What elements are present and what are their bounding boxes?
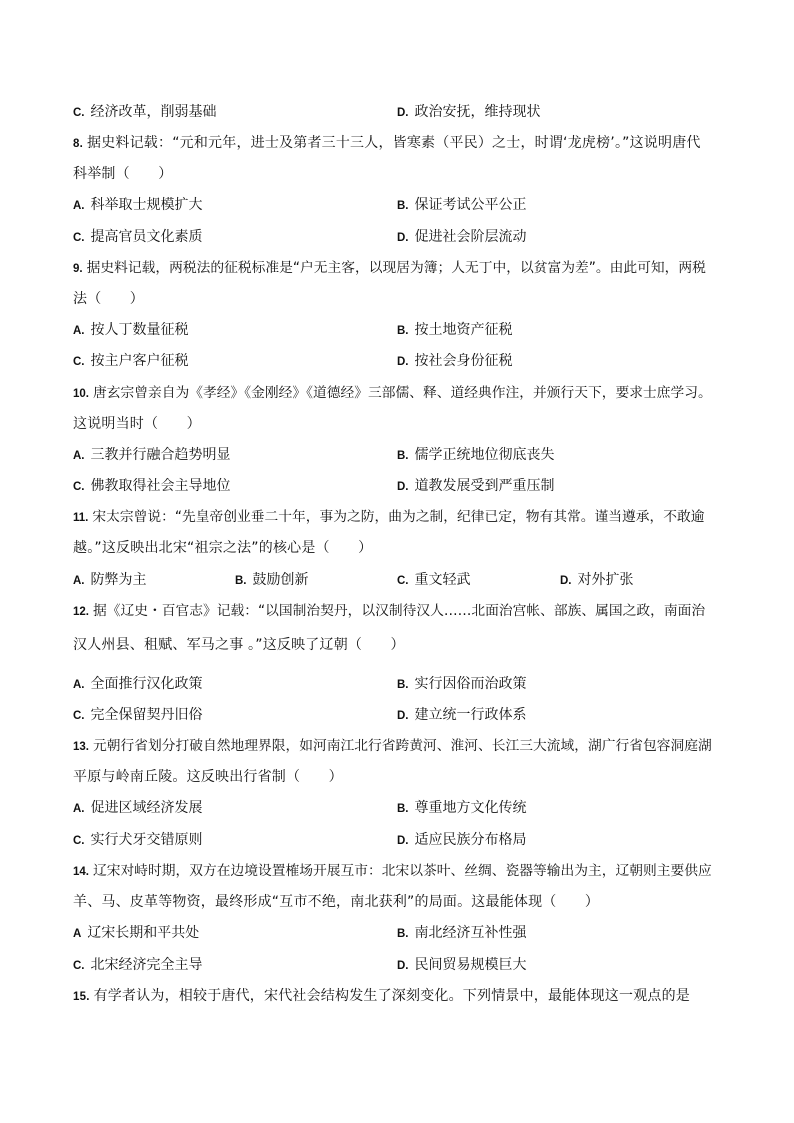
option-text: 民间贸易规模巨大 <box>414 957 527 973</box>
option-text: 鼓励创新 <box>252 572 309 588</box>
q9-option-a <box>73 320 189 340</box>
q10-option-a <box>73 445 231 465</box>
q7-option-d <box>397 102 541 122</box>
option-letter: D. <box>397 960 409 972</box>
option-letter: A. <box>73 450 85 462</box>
q14-option-c <box>73 955 203 975</box>
q12-option-b <box>397 674 527 694</box>
question-text: 这说明当时（ ） <box>73 416 201 432</box>
question-number: 8. <box>73 138 83 150</box>
q9-option-b <box>397 320 513 340</box>
option-text: 保证考试公平公正 <box>414 197 527 213</box>
option-letter: A. <box>73 575 85 587</box>
option-letter: D. <box>560 575 572 587</box>
option-text: 按人丁数量征税 <box>90 322 189 338</box>
q11-option-d <box>560 570 634 590</box>
question-number: 11. <box>73 512 89 524</box>
question-text: 羊、马、皮革等物资，最终形成“互市不绝，南北获利”的局面。这最能体现（ ） <box>73 894 600 910</box>
q13-option-d <box>397 830 527 850</box>
question-text: 越。”这反映出北宋“祖宗之法”的核心是（ ） <box>73 540 373 556</box>
option-letter: C. <box>73 356 85 368</box>
option-letter: C. <box>73 107 85 119</box>
q11-option-b <box>235 570 309 590</box>
q14-option-a <box>73 923 199 943</box>
question-text: 法（ ） <box>73 291 144 307</box>
option-text: 北宋经济完全主导 <box>90 957 203 973</box>
question-text: 据史料记载，两税法的征税标准是“户无主客，以现居为簿；人无丁中，以贫富为差”。由此可知，两税 <box>86 260 706 276</box>
option-letter: B. <box>397 450 409 462</box>
q8-option-d <box>397 227 527 247</box>
option-letter: D. <box>397 835 409 847</box>
option-letter: B. <box>397 928 409 940</box>
q12-stem-line-2 <box>73 635 723 655</box>
option-letter: D. <box>397 356 409 368</box>
option-letter: B. <box>397 679 409 691</box>
option-letter: A. <box>73 803 85 815</box>
q13-option-b <box>397 798 527 818</box>
option-letter: C. <box>73 960 85 972</box>
question-number: 15. <box>73 991 90 1003</box>
option-letter: C. <box>73 481 85 493</box>
option-letter: C. <box>73 232 85 244</box>
question-text: 唐玄宗曾亲自为《孝经》《金刚经》《道德经》三部儒、释、道经典作注，并颁行天下，要求士庶学习。 <box>93 385 712 401</box>
option-letter: A. <box>73 679 85 691</box>
q10-stem-line-2 <box>73 414 723 434</box>
option-text: 实行犬牙交错原则 <box>90 832 203 848</box>
question-text: 汉人州县、租赋、军马之事 。”这反映了辽朝（ ） <box>73 637 405 653</box>
question-text: 据史料记载：“元和元年，进士及第者三十三人，皆寒素（平民）之士，时谓‘龙虎榜’。”这说明唐代 <box>87 135 701 151</box>
q9-stem-line-2 <box>73 289 723 309</box>
q8-option-c <box>73 227 203 247</box>
q12-stem-line-1 <box>73 601 723 621</box>
option-letter: C. <box>73 835 85 847</box>
option-text: 防弊为主 <box>90 572 147 588</box>
option-letter: D. <box>397 232 409 244</box>
option-text: 全面推行汉化政策 <box>90 676 203 692</box>
option-letter: B. <box>397 803 409 815</box>
option-text: 佛教取得社会主导地位 <box>90 478 231 494</box>
option-text: 尊重地方文化传统 <box>414 800 527 816</box>
q7-option-c <box>73 102 217 122</box>
option-text: 南北经济互补性强 <box>414 925 527 941</box>
q12-option-a <box>73 674 203 694</box>
q13-option-a <box>73 798 203 818</box>
option-text: 实行因俗而治政策 <box>414 676 527 692</box>
q9-stem-line-1 <box>73 258 723 278</box>
question-number: 10. <box>73 388 89 400</box>
question-text: 平原与岭南丘陵。这反映出行省制（ ） <box>73 769 343 785</box>
q13-stem-line-1 <box>73 736 723 756</box>
question-text: 科举制（ ） <box>73 166 173 182</box>
q8-stem-line-1 <box>73 133 723 153</box>
question-text: 辽宋对峙时期，双方在边境设置榷场开展互市：北宋以茶叶、丝绸、瓷器等输出为主，辽朝则主要供应 <box>93 863 712 879</box>
option-letter: B. <box>235 575 247 587</box>
option-letter: C. <box>73 710 85 722</box>
option-letter: A. <box>73 325 85 337</box>
q14-stem-line-1 <box>73 861 723 881</box>
question-number: 13. <box>73 741 89 753</box>
question-text: 元朝行省划分打破自然地理界限，如河南江北行省跨黄河、淮河、长江三大流域，湖广行省包容洞庭湖 <box>93 738 712 754</box>
option-text: 促进社会阶层流动 <box>414 229 527 245</box>
option-text: 按社会身份征税 <box>414 353 513 369</box>
q10-option-b <box>397 445 555 465</box>
q14-option-b <box>397 923 527 943</box>
option-text: 政治安抚，维持现状 <box>414 104 541 120</box>
q8-option-b <box>397 195 527 215</box>
option-text: 道教发展受到严重压制 <box>414 478 555 494</box>
option-text: 科举取士规模扩大 <box>90 197 203 213</box>
question-text: 据《辽史・百官志》记载：“以国制治契丹，以汉制待汉人……北面治宫帐、部族、属国之政，南面治 <box>93 603 706 619</box>
option-text: 重文轻武 <box>414 572 471 588</box>
q11-option-a <box>73 570 147 590</box>
q13-option-c <box>73 830 203 850</box>
q11-stem-line-1 <box>73 507 723 527</box>
option-letter: C. <box>397 575 409 587</box>
q11-stem-line-2 <box>73 538 723 558</box>
q8-option-a <box>73 195 203 215</box>
question-text: 有学者认为，相较于唐代，宋代社会结构发生了深刻变化。下列情景中，最能体现这一观点的是 <box>93 988 690 1004</box>
option-text: 辽宋长期和平共处 <box>87 925 200 941</box>
option-text: 促进区域经济发展 <box>90 800 203 816</box>
option-text: 按主户客户征税 <box>90 353 189 369</box>
option-text: 提高官员文化素质 <box>90 229 203 245</box>
option-text: 按土地资产征税 <box>414 322 513 338</box>
option-letter: D. <box>397 481 409 493</box>
q12-option-c <box>73 705 203 725</box>
option-text: 建立统一行政体系 <box>414 707 527 723</box>
option-text: 适应民族分布格局 <box>414 832 527 848</box>
question-number: 12. <box>73 606 89 618</box>
option-letter: B. <box>397 325 409 337</box>
q14-stem-line-2 <box>73 892 723 912</box>
option-letter: D. <box>397 710 409 722</box>
option-letter: D. <box>397 107 409 119</box>
q12-option-d <box>397 705 527 725</box>
question-text: 宋太宗曾说：“先皇帝创业垂二十年，事为之防，曲为之制，纪律已定，物有其常。谨当遵承，不敢逾 <box>92 509 705 525</box>
q8-stem-line-2 <box>73 164 723 184</box>
q9-option-c <box>73 351 189 371</box>
q9-option-d <box>397 351 513 371</box>
question-number: 14. <box>73 866 89 878</box>
q10-option-d <box>397 476 555 496</box>
q13-stem-line-2 <box>73 767 723 787</box>
option-letter: A. <box>73 200 85 212</box>
option-text: 儒学正统地位彻底丧失 <box>414 447 555 463</box>
q10-stem-line-1 <box>73 383 723 403</box>
q15-stem-line-1 <box>73 986 723 1006</box>
q14-option-d <box>397 955 527 975</box>
option-text: 对外扩张 <box>577 572 634 588</box>
q11-option-c <box>397 570 471 590</box>
q10-option-c <box>73 476 231 496</box>
option-text: 完全保留契丹旧俗 <box>90 707 203 723</box>
option-letter: A <box>73 928 82 940</box>
question-number: 9. <box>73 263 83 275</box>
option-text: 三教并行融合趋势明显 <box>90 447 231 463</box>
option-text: 经济改革，削弱基础 <box>90 104 217 120</box>
option-letter: B. <box>397 200 409 212</box>
